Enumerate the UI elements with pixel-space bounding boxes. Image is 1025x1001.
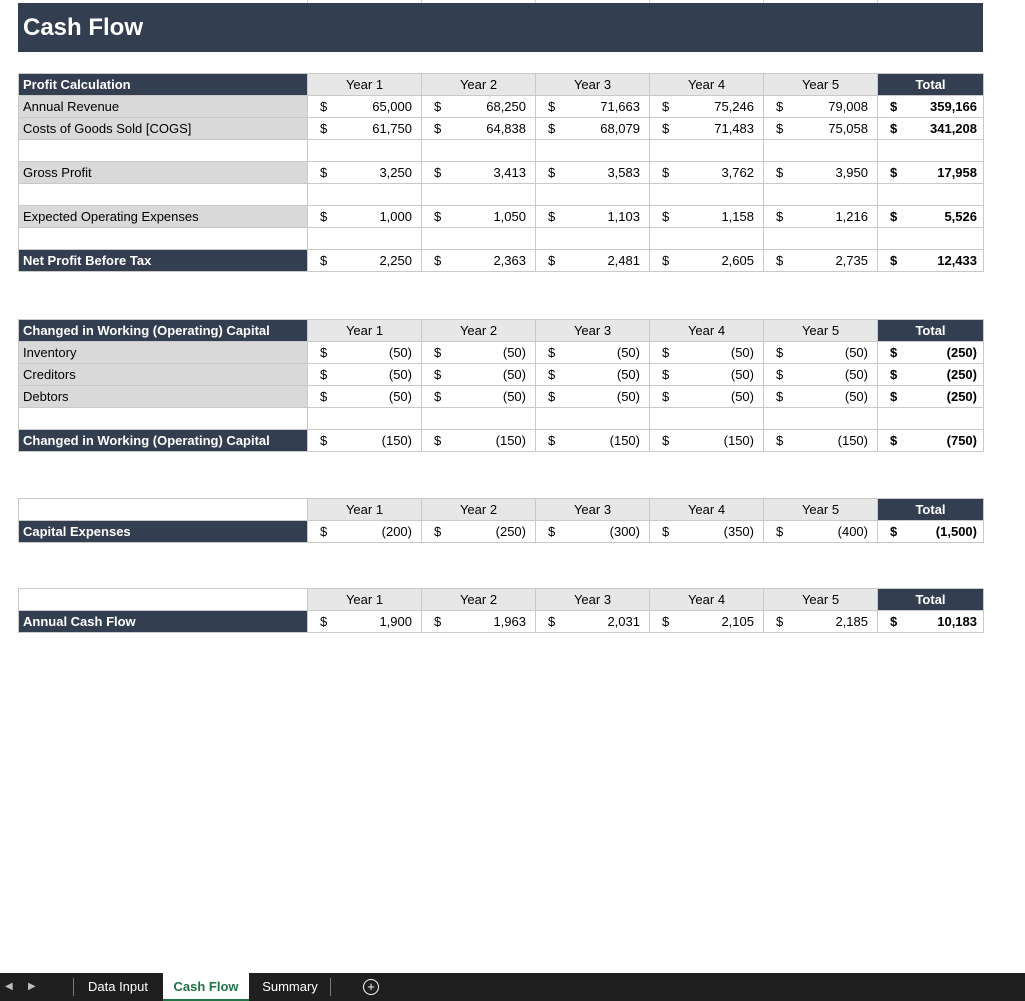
- cell-value: (200): [381, 523, 412, 539]
- total-value: 12,433: [937, 252, 977, 268]
- value-cell[interactable]: [536, 118, 650, 140]
- row-label-cell[interactable]: Capital Expenses: [19, 521, 308, 543]
- currency-symbol: $: [776, 98, 784, 114]
- cell-value: (50): [844, 344, 868, 360]
- cell-value: (150): [381, 432, 412, 448]
- currency-symbol: $: [890, 98, 898, 114]
- value-cell[interactable]: [308, 206, 422, 228]
- currency-symbol: $: [320, 523, 328, 539]
- table-header-row: [19, 589, 984, 611]
- currency-symbol: $: [434, 366, 442, 382]
- currency-symbol: $: [434, 388, 442, 404]
- value-cell[interactable]: [764, 342, 878, 364]
- currency-symbol: $: [662, 164, 670, 180]
- value-cell[interactable]: [650, 206, 764, 228]
- year-header-cell[interactable]: Year 1: [308, 74, 422, 96]
- cell-value: 75,058: [828, 120, 868, 136]
- currency-symbol: $: [548, 388, 556, 404]
- value-cell[interactable]: [536, 521, 650, 543]
- currency-symbol: $: [548, 344, 556, 360]
- value-cell[interactable]: [650, 430, 764, 452]
- value-cell[interactable]: [308, 162, 422, 184]
- section-header-cell[interactable]: Profit Calculation: [19, 74, 308, 96]
- cell-value: 79,008: [828, 98, 868, 114]
- year-header-cell[interactable]: Year 1: [308, 589, 422, 611]
- currency-symbol: $: [890, 366, 898, 382]
- year-header-cell[interactable]: Year 5: [764, 74, 878, 96]
- currency-symbol: $: [434, 344, 442, 360]
- cell-value: (50): [502, 344, 526, 360]
- cell-value: (50): [388, 366, 412, 382]
- value-cell[interactable]: [536, 342, 650, 364]
- cell-value: (250): [495, 523, 526, 539]
- currency-symbol: $: [434, 208, 442, 224]
- total-header-cell[interactable]: Total: [878, 589, 984, 611]
- cell-value: 2,031: [607, 613, 640, 629]
- total-value: (750): [946, 432, 977, 448]
- cell-value: 3,950: [835, 164, 868, 180]
- value-cell[interactable]: [422, 250, 536, 272]
- row-label-cell[interactable]: Inventory: [19, 342, 308, 364]
- year-header-cell[interactable]: Year 1: [308, 499, 422, 521]
- tab-cash-flow[interactable]: Cash Flow: [163, 973, 249, 1001]
- blank-row: [19, 140, 984, 162]
- value-cell[interactable]: [308, 521, 422, 543]
- cell-value: (50): [730, 388, 754, 404]
- currency-symbol: $: [548, 613, 556, 629]
- row-label-cell[interactable]: Annual Cash Flow: [19, 611, 308, 633]
- currency-symbol: $: [320, 98, 328, 114]
- total-value-cell[interactable]: [878, 611, 984, 633]
- value-cell[interactable]: [536, 386, 650, 408]
- empty-cell[interactable]: [308, 184, 422, 206]
- currency-symbol: $: [776, 388, 784, 404]
- empty-cell[interactable]: [308, 408, 422, 430]
- empty-cell[interactable]: [422, 228, 536, 250]
- cell-value: 68,079: [600, 120, 640, 136]
- cell-value: (50): [502, 366, 526, 382]
- cell-value: (50): [844, 388, 868, 404]
- currency-symbol: $: [548, 523, 556, 539]
- currency-symbol: $: [320, 120, 328, 136]
- total-value: 10,183: [937, 613, 977, 629]
- value-cell[interactable]: [650, 611, 764, 633]
- currency-symbol: $: [320, 344, 328, 360]
- currency-symbol: $: [662, 523, 670, 539]
- annual-cash-flow-table: [18, 588, 984, 633]
- value-cell[interactable]: [536, 430, 650, 452]
- table-row: [19, 430, 984, 452]
- cell-value: 1,103: [607, 208, 640, 224]
- cell-value: (300): [609, 523, 640, 539]
- page-title: Cash Flow: [23, 14, 144, 41]
- row-label-cell[interactable]: Gross Profit: [19, 162, 308, 184]
- cell-value: 3,762: [721, 164, 754, 180]
- table-header-row: [19, 74, 984, 96]
- value-cell[interactable]: [764, 364, 878, 386]
- currency-symbol: $: [662, 252, 670, 268]
- cell-value: 2,185: [835, 613, 868, 629]
- cell-value: 75,246: [714, 98, 754, 114]
- currency-symbol: $: [548, 366, 556, 382]
- currency-symbol: $: [434, 120, 442, 136]
- currency-symbol: $: [434, 613, 442, 629]
- value-cell[interactable]: [422, 521, 536, 543]
- cell-value: (50): [730, 366, 754, 382]
- value-cell[interactable]: [308, 250, 422, 272]
- cell-value: (150): [723, 432, 754, 448]
- empty-cell[interactable]: [422, 184, 536, 206]
- table-row: [19, 250, 984, 272]
- total-value: 341,208: [930, 120, 977, 136]
- cell-value: 64,838: [486, 120, 526, 136]
- currency-symbol: $: [662, 208, 670, 224]
- empty-cell[interactable]: [650, 228, 764, 250]
- capital-expenses-table: [18, 498, 984, 543]
- empty-cell[interactable]: [19, 408, 308, 430]
- cell-value: 1,000: [379, 208, 412, 224]
- value-cell[interactable]: [650, 118, 764, 140]
- total-value: (250): [946, 388, 977, 404]
- value-cell[interactable]: [764, 162, 878, 184]
- cell-value: 2,105: [721, 613, 754, 629]
- total-value-cell[interactable]: [878, 386, 984, 408]
- cell-value: 2,605: [721, 252, 754, 268]
- currency-symbol: $: [890, 388, 898, 404]
- currency-symbol: $: [320, 613, 328, 629]
- currency-symbol: $: [776, 523, 784, 539]
- currency-symbol: $: [776, 252, 784, 268]
- year-header-cell[interactable]: Year 3: [536, 320, 650, 342]
- cell-value: 2,250: [379, 252, 412, 268]
- tab-summary[interactable]: Summary: [262, 979, 318, 994]
- value-cell[interactable]: [536, 162, 650, 184]
- currency-symbol: $: [548, 208, 556, 224]
- total-value: 17,958: [937, 164, 977, 180]
- empty-cell[interactable]: [19, 140, 308, 162]
- table-row: [19, 611, 984, 633]
- cell-value: 71,663: [600, 98, 640, 114]
- currency-symbol: $: [890, 208, 898, 224]
- empty-cell[interactable]: [308, 228, 422, 250]
- value-cell[interactable]: [308, 386, 422, 408]
- row-label-cell[interactable]: Changed in Working (Operating) Capital: [19, 430, 308, 452]
- cell-value: 3,250: [379, 164, 412, 180]
- table-row: [19, 364, 984, 386]
- value-cell[interactable]: [764, 430, 878, 452]
- currency-symbol: $: [434, 523, 442, 539]
- table-row: [19, 521, 984, 543]
- value-cell[interactable]: [422, 342, 536, 364]
- cell-value: 3,413: [493, 164, 526, 180]
- table-row: [19, 386, 984, 408]
- currency-symbol: $: [434, 98, 442, 114]
- value-cell[interactable]: [308, 96, 422, 118]
- total-value-cell[interactable]: [878, 118, 984, 140]
- table-row: [19, 206, 984, 228]
- empty-cell[interactable]: [878, 184, 984, 206]
- cell-value: 1,963: [493, 613, 526, 629]
- empty-cell[interactable]: [878, 228, 984, 250]
- currency-symbol: $: [662, 344, 670, 360]
- currency-symbol: $: [776, 120, 784, 136]
- cell-value: (400): [837, 523, 868, 539]
- value-cell[interactable]: [308, 342, 422, 364]
- working-capital-table: [18, 319, 984, 452]
- cell-value: (150): [609, 432, 640, 448]
- currency-symbol: $: [434, 164, 442, 180]
- cell-value: (50): [388, 388, 412, 404]
- value-cell[interactable]: [422, 430, 536, 452]
- cell-value: (150): [837, 432, 868, 448]
- currency-symbol: $: [320, 252, 328, 268]
- value-cell[interactable]: [422, 364, 536, 386]
- year-header-cell[interactable]: Year 1: [308, 320, 422, 342]
- total-value: 359,166: [930, 98, 977, 114]
- currency-symbol: $: [434, 432, 442, 448]
- currency-symbol: $: [890, 523, 898, 539]
- currency-symbol: $: [548, 98, 556, 114]
- cell-value: 1,050: [493, 208, 526, 224]
- value-cell[interactable]: [650, 96, 764, 118]
- value-cell[interactable]: [422, 611, 536, 633]
- total-header-cell[interactable]: Total: [878, 320, 984, 342]
- empty-cell[interactable]: [19, 499, 308, 521]
- empty-cell[interactable]: [422, 140, 536, 162]
- currency-symbol: $: [548, 252, 556, 268]
- value-cell[interactable]: [422, 386, 536, 408]
- empty-cell[interactable]: [536, 140, 650, 162]
- total-value: (1,500): [935, 523, 977, 539]
- blank-row: [19, 228, 984, 250]
- table-row: [19, 162, 984, 184]
- cell-value: (50): [616, 388, 640, 404]
- cell-value: 2,481: [607, 252, 640, 268]
- table-row: [19, 96, 984, 118]
- total-value: 5,526: [944, 208, 977, 224]
- empty-cell[interactable]: [878, 140, 984, 162]
- year-header-cell[interactable]: Year 2: [422, 74, 536, 96]
- value-cell[interactable]: [536, 250, 650, 272]
- currency-symbol: $: [890, 164, 898, 180]
- value-cell[interactable]: [650, 386, 764, 408]
- empty-cell[interactable]: [19, 184, 308, 206]
- total-header-cell[interactable]: Total: [878, 499, 984, 521]
- cell-value: (50): [844, 366, 868, 382]
- scroll-right-icon[interactable]: ▶: [28, 981, 36, 992]
- year-header-cell[interactable]: Year 5: [764, 499, 878, 521]
- year-header-cell[interactable]: Year 4: [650, 320, 764, 342]
- row-label-cell[interactable]: Debtors: [19, 386, 308, 408]
- currency-symbol: $: [434, 252, 442, 268]
- empty-cell[interactable]: [764, 408, 878, 430]
- value-cell[interactable]: [764, 118, 878, 140]
- currency-symbol: $: [662, 388, 670, 404]
- cell-value: 61,750: [372, 120, 412, 136]
- value-cell[interactable]: [308, 364, 422, 386]
- year-header-cell[interactable]: Year 5: [764, 320, 878, 342]
- currency-symbol: $: [320, 432, 328, 448]
- empty-cell[interactable]: [764, 184, 878, 206]
- total-value-cell[interactable]: [878, 364, 984, 386]
- currency-symbol: $: [320, 164, 328, 180]
- profit-calculation-table: [18, 73, 984, 272]
- currency-symbol: $: [890, 344, 898, 360]
- table-header-row: [19, 320, 984, 342]
- currency-symbol: $: [776, 344, 784, 360]
- total-value-cell[interactable]: [878, 430, 984, 452]
- empty-cell[interactable]: [878, 408, 984, 430]
- year-header-cell[interactable]: Year 2: [422, 589, 536, 611]
- currency-symbol: $: [548, 164, 556, 180]
- cell-value: 71,483: [714, 120, 754, 136]
- row-label-cell[interactable]: Creditors: [19, 364, 308, 386]
- empty-cell[interactable]: [536, 228, 650, 250]
- value-cell[interactable]: [536, 96, 650, 118]
- year-header-cell[interactable]: Year 4: [650, 589, 764, 611]
- empty-cell[interactable]: [650, 184, 764, 206]
- cell-value: (50): [616, 344, 640, 360]
- value-cell[interactable]: [764, 250, 878, 272]
- row-label-cell[interactable]: Net Profit Before Tax: [19, 250, 308, 272]
- cell-value: 2,363: [493, 252, 526, 268]
- value-cell[interactable]: [422, 162, 536, 184]
- currency-symbol: $: [890, 432, 898, 448]
- cell-value: (50): [388, 344, 412, 360]
- cell-value: (50): [616, 366, 640, 382]
- currency-symbol: $: [320, 366, 328, 382]
- currency-symbol: $: [662, 120, 670, 136]
- currency-symbol: $: [890, 252, 898, 268]
- total-value: (250): [946, 366, 977, 382]
- value-cell[interactable]: [764, 206, 878, 228]
- currency-symbol: $: [320, 388, 328, 404]
- value-cell[interactable]: [422, 118, 536, 140]
- cell-value: 1,900: [379, 613, 412, 629]
- cell-value: 1,158: [721, 208, 754, 224]
- total-value-cell[interactable]: [878, 162, 984, 184]
- total-value-cell[interactable]: [878, 250, 984, 272]
- value-cell[interactable]: [764, 386, 878, 408]
- value-cell[interactable]: [650, 364, 764, 386]
- value-cell[interactable]: [650, 162, 764, 184]
- value-cell[interactable]: [764, 521, 878, 543]
- currency-symbol: $: [662, 432, 670, 448]
- total-header-cell[interactable]: Total: [878, 74, 984, 96]
- value-cell[interactable]: [308, 118, 422, 140]
- year-header-cell[interactable]: Year 3: [536, 74, 650, 96]
- value-cell[interactable]: [536, 611, 650, 633]
- table-row: [19, 342, 984, 364]
- tab-divider: [330, 978, 331, 996]
- value-cell[interactable]: [422, 96, 536, 118]
- value-cell[interactable]: [764, 96, 878, 118]
- cell-value: 1,216: [835, 208, 868, 224]
- total-value-cell[interactable]: [878, 521, 984, 543]
- tab-divider: [73, 978, 74, 996]
- value-cell[interactable]: [650, 250, 764, 272]
- year-header-cell[interactable]: Year 4: [650, 499, 764, 521]
- value-cell[interactable]: [536, 364, 650, 386]
- currency-symbol: $: [548, 432, 556, 448]
- currency-symbol: $: [662, 366, 670, 382]
- section-header-cell[interactable]: Changed in Working (Operating) Capital: [19, 320, 308, 342]
- table-header-row: [19, 499, 984, 521]
- currency-symbol: $: [776, 432, 784, 448]
- cell-value: 3,583: [607, 164, 640, 180]
- empty-cell[interactable]: [19, 228, 308, 250]
- cell-value: 68,250: [486, 98, 526, 114]
- row-label-cell[interactable]: Expected Operating Expenses: [19, 206, 308, 228]
- empty-cell[interactable]: [536, 408, 650, 430]
- currency-symbol: $: [890, 120, 898, 136]
- value-cell[interactable]: [764, 611, 878, 633]
- scroll-left-icon[interactable]: ◀: [5, 981, 13, 992]
- value-cell[interactable]: [536, 206, 650, 228]
- year-header-cell[interactable]: Year 5: [764, 589, 878, 611]
- empty-cell[interactable]: [422, 408, 536, 430]
- value-cell[interactable]: [308, 430, 422, 452]
- currency-symbol: $: [320, 208, 328, 224]
- year-header-cell[interactable]: Year 2: [422, 320, 536, 342]
- tab-data-input[interactable]: Data Input: [88, 979, 148, 994]
- currency-symbol: $: [776, 366, 784, 382]
- year-header-cell[interactable]: Year 4: [650, 74, 764, 96]
- empty-cell[interactable]: [650, 408, 764, 430]
- currency-symbol: $: [662, 613, 670, 629]
- empty-cell[interactable]: [764, 228, 878, 250]
- cell-value: (150): [495, 432, 526, 448]
- currency-symbol: $: [662, 98, 670, 114]
- value-cell[interactable]: [650, 521, 764, 543]
- value-cell[interactable]: [650, 342, 764, 364]
- cell-value: 2,735: [835, 252, 868, 268]
- currency-symbol: $: [890, 613, 898, 629]
- row-label-cell[interactable]: Costs of Goods Sold [COGS]: [19, 118, 308, 140]
- empty-cell[interactable]: [764, 140, 878, 162]
- add-sheet-icon[interactable]: +: [363, 979, 379, 995]
- currency-symbol: $: [776, 613, 784, 629]
- total-value-cell[interactable]: [878, 342, 984, 364]
- sheet-title-banner[interactable]: [18, 3, 983, 52]
- total-value-cell[interactable]: [878, 206, 984, 228]
- empty-cell[interactable]: [650, 140, 764, 162]
- currency-symbol: $: [776, 208, 784, 224]
- cell-value: 65,000: [372, 98, 412, 114]
- currency-symbol: $: [776, 164, 784, 180]
- value-cell[interactable]: [308, 611, 422, 633]
- blank-row: [19, 408, 984, 430]
- blank-row: [19, 184, 984, 206]
- year-header-cell[interactable]: Year 2: [422, 499, 536, 521]
- table-row: [19, 118, 984, 140]
- cell-value: (350): [723, 523, 754, 539]
- sheet-tab-bar: [0, 973, 1025, 1001]
- year-header-cell[interactable]: Year 3: [536, 499, 650, 521]
- value-cell[interactable]: [422, 206, 536, 228]
- cell-value: (50): [730, 344, 754, 360]
- currency-symbol: $: [548, 120, 556, 136]
- empty-cell[interactable]: [536, 184, 650, 206]
- total-value-cell[interactable]: [878, 96, 984, 118]
- year-header-cell[interactable]: Year 3: [536, 589, 650, 611]
- empty-cell[interactable]: [308, 140, 422, 162]
- cell-value: (50): [502, 388, 526, 404]
- row-label-cell[interactable]: Annual Revenue: [19, 96, 308, 118]
- total-value: (250): [946, 344, 977, 360]
- empty-cell[interactable]: [19, 589, 308, 611]
